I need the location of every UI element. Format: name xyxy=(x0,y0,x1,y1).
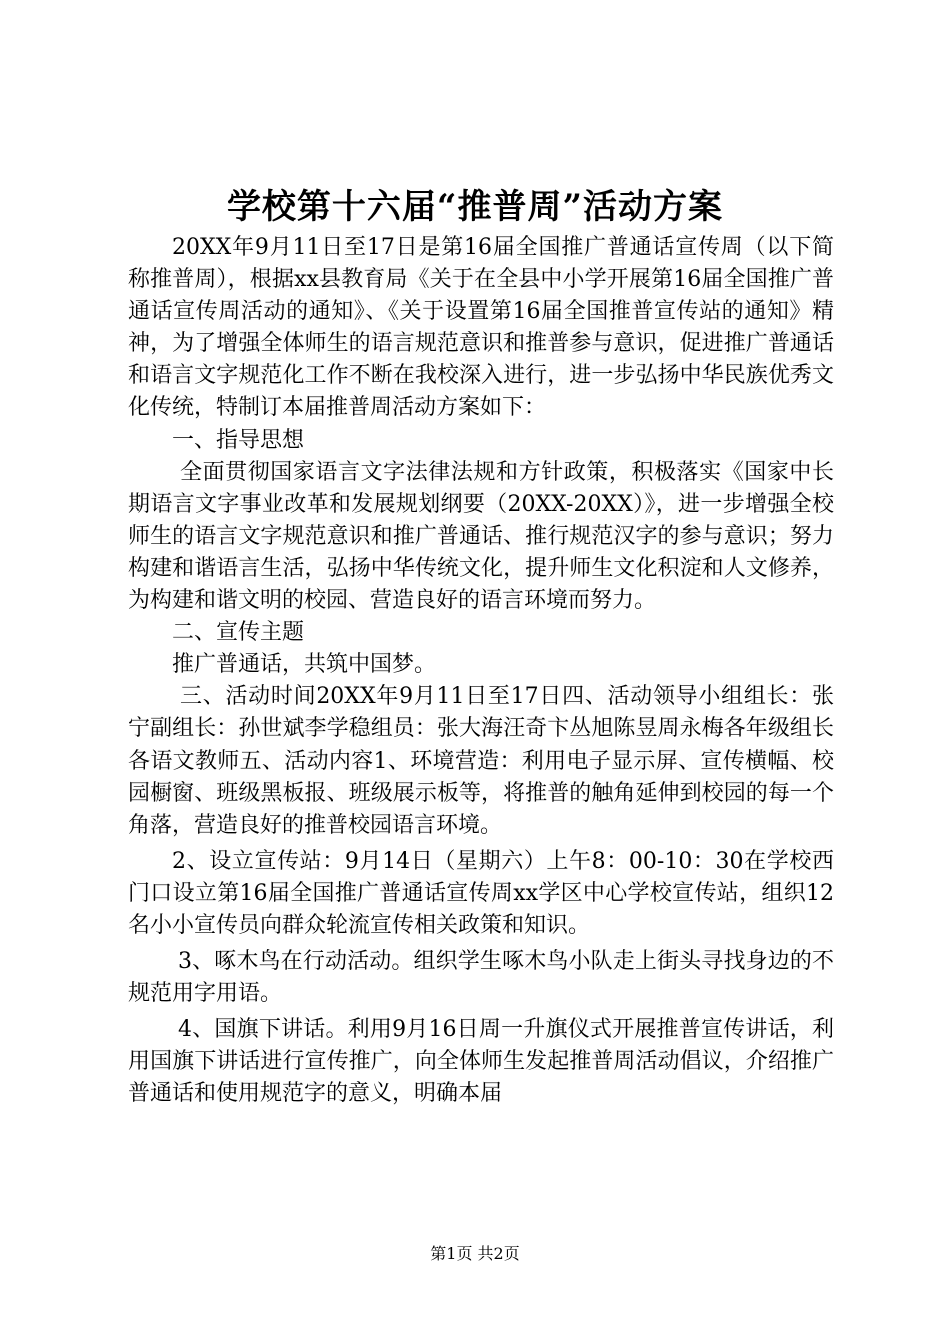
intro-paragraph: 20XX年9月11日至17日是第16届全国推广普通话宣传周（以下简称推普周），根据xx县教育局《关于在全县中小学开展第16届全国推广普通话宣传周活动的通知》、《关于设置第16届全国推普宣传站的通知》精神，为了增强全体师生的语言规范意识和推普参与意识，促进推广普通话和语言文字规范化工作不断在我校深入进行，进一步弘扬中华民族优秀文化传统，特制订本届推普周活动方案如下： xyxy=(128,235,834,421)
document-title: 学校第十六届“推普周”活动方案 xyxy=(226,187,724,227)
page-footer: 第1页 共2页 xyxy=(430,1244,520,1263)
document-body xyxy=(128,232,834,1111)
publicity-station-paragraph: 2、设立宣传站：9月14日（星期六）上午8：00-10：30在学校西门口设立第16届全国推广普通话宣传周xx学区中心学校宣传站，组织12名小小宣传员向群众轮流宣传相关政策和知识。 xyxy=(128,848,834,938)
guiding-thought-paragraph: 全面贯彻国家语言文字法律法规和方针政策，积极落实《国家中长期语言文字事业改革和发展规划纲要（20XX-20XX）》，进一步增强全校师生的语言文字规范意识和推广普通话、推行规范汉字的参与意识；努力构建和谐语言生活，弘扬中华传统文化，提升师生文化积淀和人文修养，为构建和谐文明的校园、营造良好的语言环境而努力。 xyxy=(128,459,834,614)
flag-speech-paragraph: 4、国旗下讲话。利用9月16日周一升旗仪式开展推普宣传讲话，利用国旗下讲话进行宣传推广，向全体师生发起推普周活动倡议，介绍推广普通话和使用规范字的意义，明确本届 xyxy=(128,1017,834,1107)
woodpecker-activity-paragraph: 3、啄木鸟在行动活动。组织学生啄木鸟小队走上街头寻找身边的不规范用字用语。 xyxy=(128,949,834,1007)
section-heading-theme: 二、宣传主题 xyxy=(172,620,305,646)
schedule-and-content-paragraph: 三、活动时间20XX年9月11日至17日四、活动领导小组组长：张宁副组长：孙世斌李学稳组员：张大海汪奇卞丛旭陈昱周永梅各年级组长各语文教师五、活动内容1、环境营造：利用电子显示屏、宣传横幅、校园橱窗、班级黑板报、班级展示板等，将推普的触角延伸到校园的每一个角落，营造良好的推普校园语言环境。 xyxy=(128,684,834,838)
theme-paragraph: 推广普通话，共筑中国梦。 xyxy=(172,652,437,678)
section-heading-guiding-thought: 一、指导思想 xyxy=(172,427,305,453)
